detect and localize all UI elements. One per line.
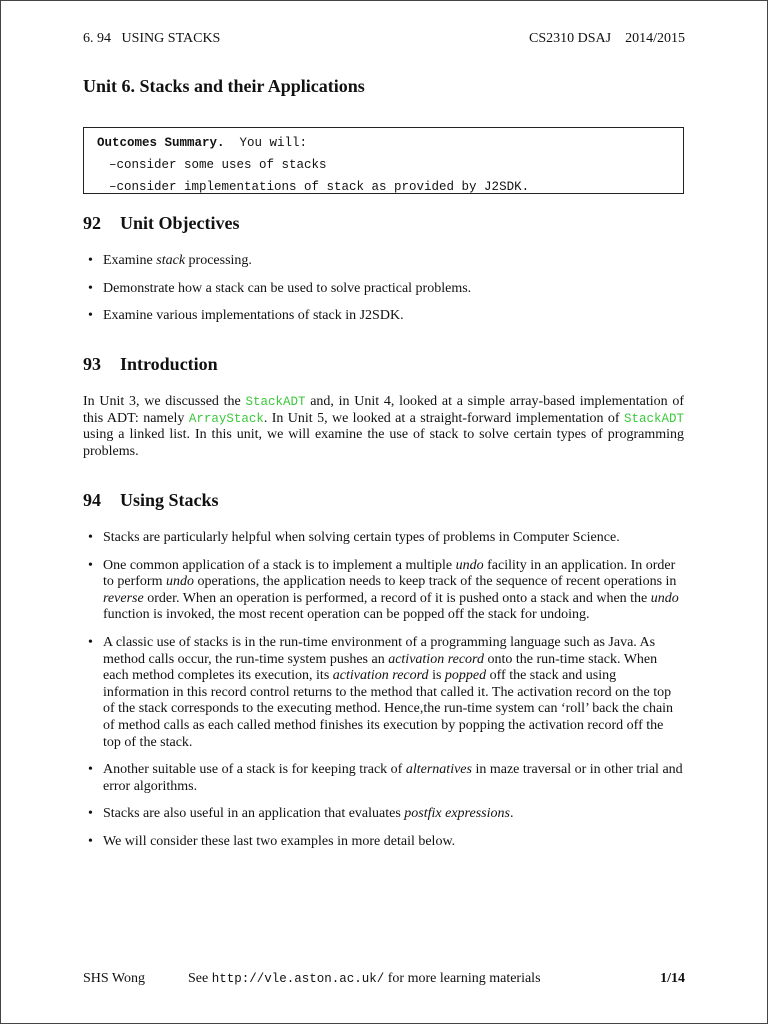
footer-url-link[interactable]: http://vle.aston.ac.uk/ <box>211 972 385 986</box>
section-title: Unit Objectives <box>120 213 240 233</box>
list-item: • Stacks are particularly helpful when solving certain types of problems in Computer Science. <box>83 530 684 547</box>
objectives-list <box>83 253 684 325</box>
list-item: • A classic use of stacks is in the run-time environment of a programming language such as Java. As method calls occur, the run-time system pushes an activation record onto the run-time stack. When each method completes its execution, its activation record is popped off the stack and using information in this record control returns to the method that called it. The activation record on the top of the stack corresponds to the executing method. Hence,the run-time system can ‘roll’ back the chain of method calls as each called method finishes its execution by popping the activation record off the top of the stack. <box>83 635 684 751</box>
list-item: • Stacks are also useful in an application that evaluates postfix expressions. <box>83 806 684 823</box>
list-item: • Examine various implementations of stack in J2SDK. <box>83 308 684 325</box>
header-course-info <box>529 31 685 47</box>
section-heading-92 <box>83 213 239 234</box>
running-header <box>83 31 685 47</box>
using-stacks-list <box>83 530 684 851</box>
introduction-paragraph: In Unit 3, we discussed the StackADT and, in Unit 4, looked at a simple array-based implementation of this ADT: namely ArrayStack. In Unit 5, we looked at a straight-forward implementation of StackADT using a linked list. In this unit, we will examine the use of stack to solve certain types of programming problems. <box>83 394 684 459</box>
unit-title: Unit 6. Stacks and their Applications <box>83 76 365 96</box>
list-item: • One common application of a stack is to implement a multiple undo facility in an application. In order to perform undo operations, the application needs to keep track of the sequence of recent operations in reverse order. When an operation is performed, a record of it is pushed onto a stack and when the undo function is invoked, the most recent operation can be popped off the stack for undoing. <box>83 558 684 624</box>
list-item: • Examine stack processing. <box>83 253 684 270</box>
section-title: Using Stacks <box>120 490 219 510</box>
section-heading-94 <box>83 490 219 511</box>
outcome-item: –consider implementations of stack as provided by J2SDK. <box>109 180 530 194</box>
header-course: CS2310 DSAJ <box>529 31 612 46</box>
section-title: Introduction <box>120 354 218 374</box>
list-item: • Demonstrate how a stack can be used to solve practical problems. <box>83 281 684 298</box>
list-item: • We will consider these last two examples in more detail below. <box>83 834 684 851</box>
list-item: • Another suitable use of a stack is for keeping track of alternatives in maze traversal or in other trial and error algorithms. <box>83 762 684 795</box>
outcomes-lead: You will: <box>239 136 308 150</box>
outcomes-label: Outcomes Summary. <box>97 136 225 150</box>
header-section: 6. 94 USING STACKS <box>83 31 221 46</box>
footer-see-text: See http://vle.aston.ac.uk/ for more learning materials <box>188 971 541 986</box>
footer-author: SHS Wong <box>83 971 146 986</box>
code-arraystack: ArrayStack <box>188 411 264 426</box>
section-number: 94 <box>83 490 101 510</box>
outcomes-summary-box <box>83 127 684 194</box>
page-number: 1/14 <box>660 971 685 986</box>
header-year: 2014/2015 <box>625 31 685 46</box>
section-number: 93 <box>83 354 101 374</box>
section-heading-93 <box>83 354 218 375</box>
code-stackadt: StackADT <box>245 395 306 409</box>
outcome-item: –consider some uses of stacks <box>109 158 327 172</box>
section-number: 92 <box>83 213 101 233</box>
code-stackadt: StackADT <box>623 411 684 426</box>
